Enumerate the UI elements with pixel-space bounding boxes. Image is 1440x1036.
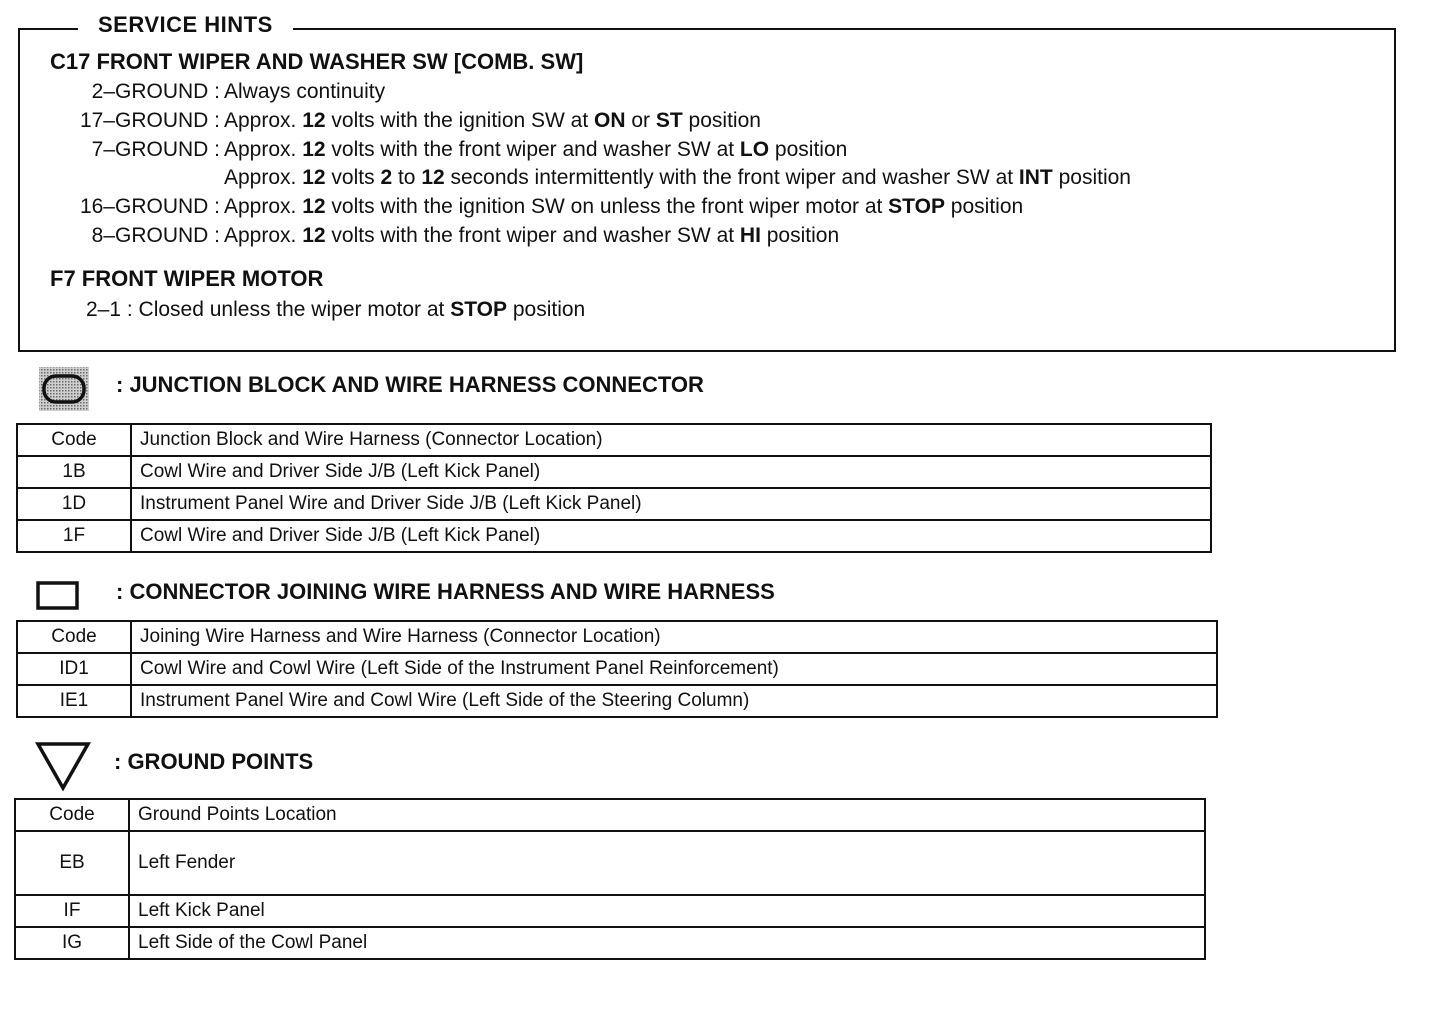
hint-segment: STOP	[450, 298, 507, 321]
hint-segment: INT	[1018, 166, 1053, 189]
code-cell: Code	[17, 621, 131, 653]
location-cell: Left Fender	[129, 831, 1205, 895]
connector-joining-table	[16, 620, 1218, 718]
table-row	[15, 831, 1205, 895]
hint-segment: seconds intermittently with the front wiper and washer SW at	[444, 166, 1019, 189]
hint-segment: Approx.	[224, 224, 303, 247]
table-row	[17, 456, 1211, 488]
connector-joining-title: : CONNECTOR JOINING WIRE HARNESS AND WIRE HARNESS	[116, 579, 775, 604]
location-cell: Cowl Wire and Cowl Wire (Left Side of the Instrument Panel Reinforcement)	[131, 653, 1217, 685]
code-cell: Code	[17, 424, 131, 456]
hint-segment: Approx.	[224, 166, 303, 189]
location-cell: Ground Points Location	[129, 799, 1205, 831]
hint-segment: 2–1 : Closed unless the wiper motor at	[86, 298, 451, 321]
hint-text	[224, 166, 1131, 190]
hint-segment: STOP	[888, 195, 945, 218]
hint-segment: or	[625, 109, 656, 132]
code-cell: IG	[15, 927, 129, 959]
hint-segment: volts with the front wiper and washer SW at	[325, 224, 740, 247]
f7-hint-row	[86, 298, 585, 322]
hint-segment: position	[944, 195, 1024, 218]
table-row	[15, 927, 1205, 959]
hint-segment: ST	[655, 109, 683, 132]
junction-block-oval-icon	[38, 366, 90, 412]
code-cell: Code	[15, 799, 129, 831]
hint-text	[224, 224, 839, 248]
hint-segment: 12	[302, 166, 326, 189]
code-cell: ID1	[17, 653, 131, 685]
hint-label: 16–GROUND :	[79, 195, 220, 218]
hint-segment: ON	[594, 109, 626, 132]
location-cell: Cowl Wire and Driver Side J/B (Left Kick Panel)	[131, 456, 1211, 488]
table-row	[17, 653, 1217, 685]
table-header-row	[15, 799, 1205, 831]
junction-block-title: : JUNCTION BLOCK AND WIRE HARNESS CONNECTOR	[116, 372, 704, 397]
location-cell: Instrument Panel Wire and Cowl Wire (Left Side of the Steering Column)	[131, 685, 1217, 717]
hint-segment: position	[507, 298, 586, 321]
hint-text	[224, 80, 385, 104]
location-cell: Junction Block and Wire Harness (Connector Location)	[131, 424, 1211, 456]
hint-label: 17–GROUND :	[79, 109, 220, 132]
connector-rectangle-icon	[36, 580, 80, 612]
hint-segment: Always continuity	[224, 80, 386, 103]
table-row	[17, 520, 1211, 552]
table-header-row	[17, 621, 1217, 653]
hint-segment: 12	[421, 166, 445, 189]
table-header-row	[17, 424, 1211, 456]
hint-segment: Approx.	[224, 195, 303, 218]
code-cell: EB	[15, 831, 129, 895]
hint-segment: volts with the ignition SW at	[325, 109, 595, 132]
code-cell: IE1	[17, 685, 131, 717]
hint-segment: position	[1052, 166, 1131, 189]
hint-segment: Approx.	[224, 109, 303, 132]
hint-segment: 12	[302, 195, 326, 218]
ground-points-table	[14, 798, 1206, 960]
hint-segment: volts with the ignition SW on unless the front wiper motor at	[325, 195, 889, 218]
f7-heading: F7 FRONT WIPER MOTOR	[50, 266, 324, 291]
code-cell: 1D	[17, 488, 131, 520]
hint-segment: 12	[302, 224, 326, 247]
hint-segment: 12	[302, 138, 326, 161]
hint-label: 8–GROUND :	[91, 224, 220, 247]
c17-heading: C17 FRONT WIPER AND WASHER SW [COMB. SW]	[50, 49, 584, 74]
code-cell: 1B	[17, 456, 131, 488]
hint-text	[224, 195, 1023, 219]
hint-segment: volts	[325, 166, 381, 189]
hint-label: 2–GROUND :	[91, 80, 220, 103]
hint-label: 7–GROUND :	[91, 138, 220, 161]
table-row	[17, 685, 1217, 717]
hint-segment: position	[760, 224, 840, 247]
table-row	[17, 488, 1211, 520]
location-cell: Left Kick Panel	[129, 895, 1205, 927]
location-cell: Instrument Panel Wire and Driver Side J/B (Left Kick Panel)	[131, 488, 1211, 520]
hint-text	[224, 138, 847, 162]
hint-segment: LO	[739, 138, 770, 161]
junction-block-table	[16, 423, 1212, 553]
hint-segment: volts with the front wiper and washer SW at	[325, 138, 740, 161]
hint-segment: 2	[380, 166, 393, 189]
ground-points-title: : GROUND POINTS	[114, 749, 314, 774]
hint-segment: position	[682, 109, 761, 132]
hint-segment: position	[769, 138, 848, 161]
service-hints-title: SERVICE HINTS	[78, 12, 293, 38]
hint-segment: to	[392, 166, 422, 189]
hint-text	[224, 109, 761, 133]
code-cell: 1F	[17, 520, 131, 552]
code-cell: IF	[15, 895, 129, 927]
hint-segment: HI	[739, 224, 761, 247]
table-row	[15, 895, 1205, 927]
hint-segment: 12	[302, 109, 326, 132]
ground-triangle-icon	[34, 740, 92, 792]
location-cell: Left Side of the Cowl Panel	[129, 927, 1205, 959]
location-cell: Joining Wire Harness and Wire Harness (Connector Location)	[131, 621, 1217, 653]
hint-segment: Approx.	[224, 138, 303, 161]
location-cell: Cowl Wire and Driver Side J/B (Left Kick Panel)	[131, 520, 1211, 552]
